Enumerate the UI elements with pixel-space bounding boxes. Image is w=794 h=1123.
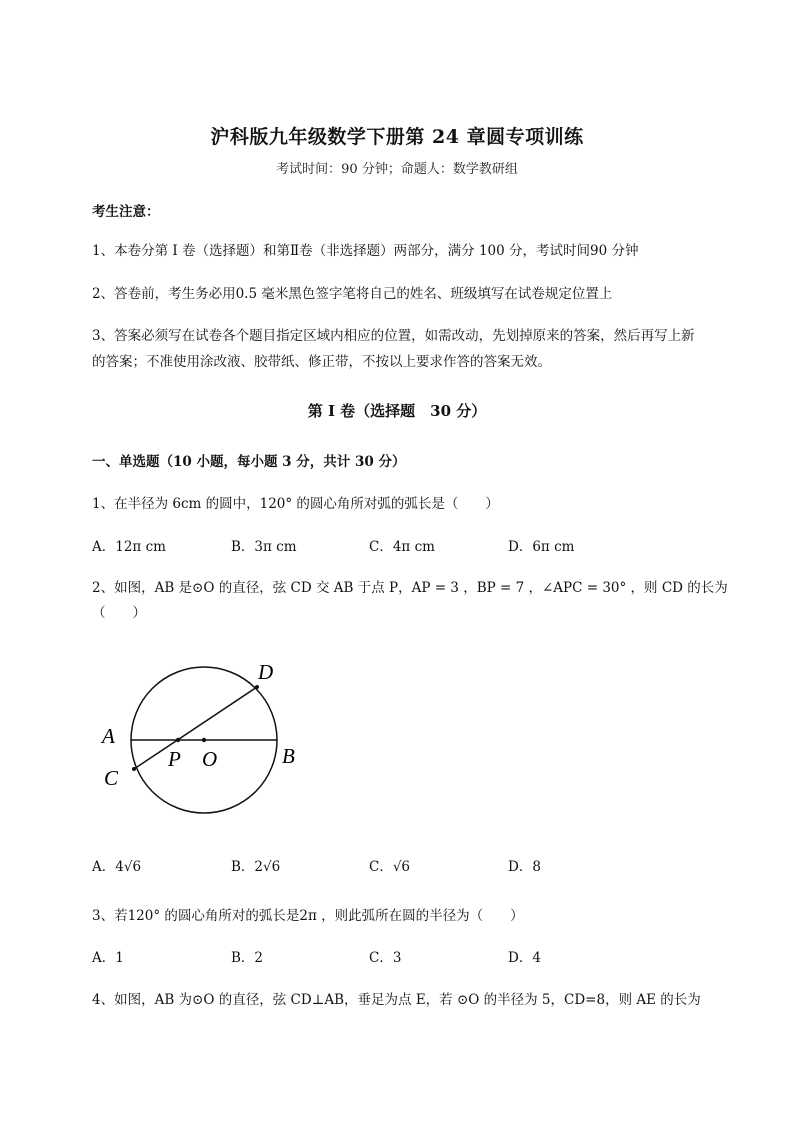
question-3-stem: 3、若120° 的圆心角所对的弧长是2π ，则此弧所在圆的半径为（ ） [92, 908, 524, 924]
q3-option-d: D．4 [508, 950, 541, 966]
question-2-stem: 2、如图，AB 是⊙O 的直径，弦 CD 交 AB 于点 P，AP = 3 ，BP = 7 ，∠APC = 30° ，则 CD 的长为 [92, 580, 728, 596]
question-4-stem: 4、如图，AB 为⊙O 的直径，弦 CD⊥AB，垂足为点 E，若 ⊙O 的半径为 5，CD=8，则 AE 的长为 [92, 992, 701, 1008]
q2-option-b: B．2√6 [231, 859, 281, 875]
notice-item: 的答案；不准使用涂改液、胶带纸、修正带，不按以上要求作答的答案无效。 [92, 354, 551, 370]
page-title: 沪科版九年级数学下册第 24 章圆专项训练 [210, 126, 584, 148]
label-d: D [258, 660, 274, 684]
part-heading: 一、单选题（10 小题，每小题 3 分，共计 30 分） [92, 454, 406, 470]
notice-item: 3、答案必须写在试卷各个题目指定区域内相应的位置，如需改动，先划掉原来的答案，然后再写上新 [92, 328, 695, 344]
label-c: C [104, 766, 119, 790]
notice-item: 1、本卷分第 I 卷（选择题）和第Ⅱ卷（非选择题）两部分，满分 100 分，考试时间90 分钟 [92, 243, 639, 259]
question-2-stem-cont: （ ） [92, 605, 146, 621]
point-c [132, 767, 136, 771]
notice-item: 2、答卷前，考生务必用0.5 毫米黑色签字笔将自己的姓名、班级填写在试卷规定位置上 [92, 286, 613, 302]
q1-option-a: A．12π cm [92, 539, 166, 555]
section-title: 第 I 卷（选择题 30 分） [307, 402, 487, 420]
point-d [255, 685, 259, 689]
chord-cd [134, 687, 257, 769]
exam-info: 考试时间：90 分钟；命题人：数学教研组 [276, 162, 518, 177]
label-a: A [102, 724, 115, 748]
q1-option-b: B．3π cm [231, 539, 297, 555]
point-o [202, 738, 206, 742]
q2-option-a: A．4√6 [92, 859, 142, 875]
q3-option-b: B．2 [231, 950, 264, 966]
q2-option-d: D．8 [508, 859, 541, 875]
q1-option-c: C．4π cm [369, 539, 435, 555]
question-1-stem: 1、在半径为 6cm 的圆中，120° 的圆心角所对弧的弧长是（ ） [92, 496, 499, 512]
q3-option-a: A．1 [92, 950, 124, 966]
q1-option-d: D．6π cm [508, 539, 575, 555]
label-b: B [282, 744, 295, 768]
point-p [176, 738, 180, 742]
label-o: O [202, 747, 218, 771]
label-p: P [168, 747, 181, 771]
circle-diagram [98, 655, 308, 840]
q3-option-c: C．3 [369, 950, 402, 966]
q2-option-c: C．√6 [369, 859, 411, 875]
notice-heading: 考生注意： [92, 204, 160, 220]
